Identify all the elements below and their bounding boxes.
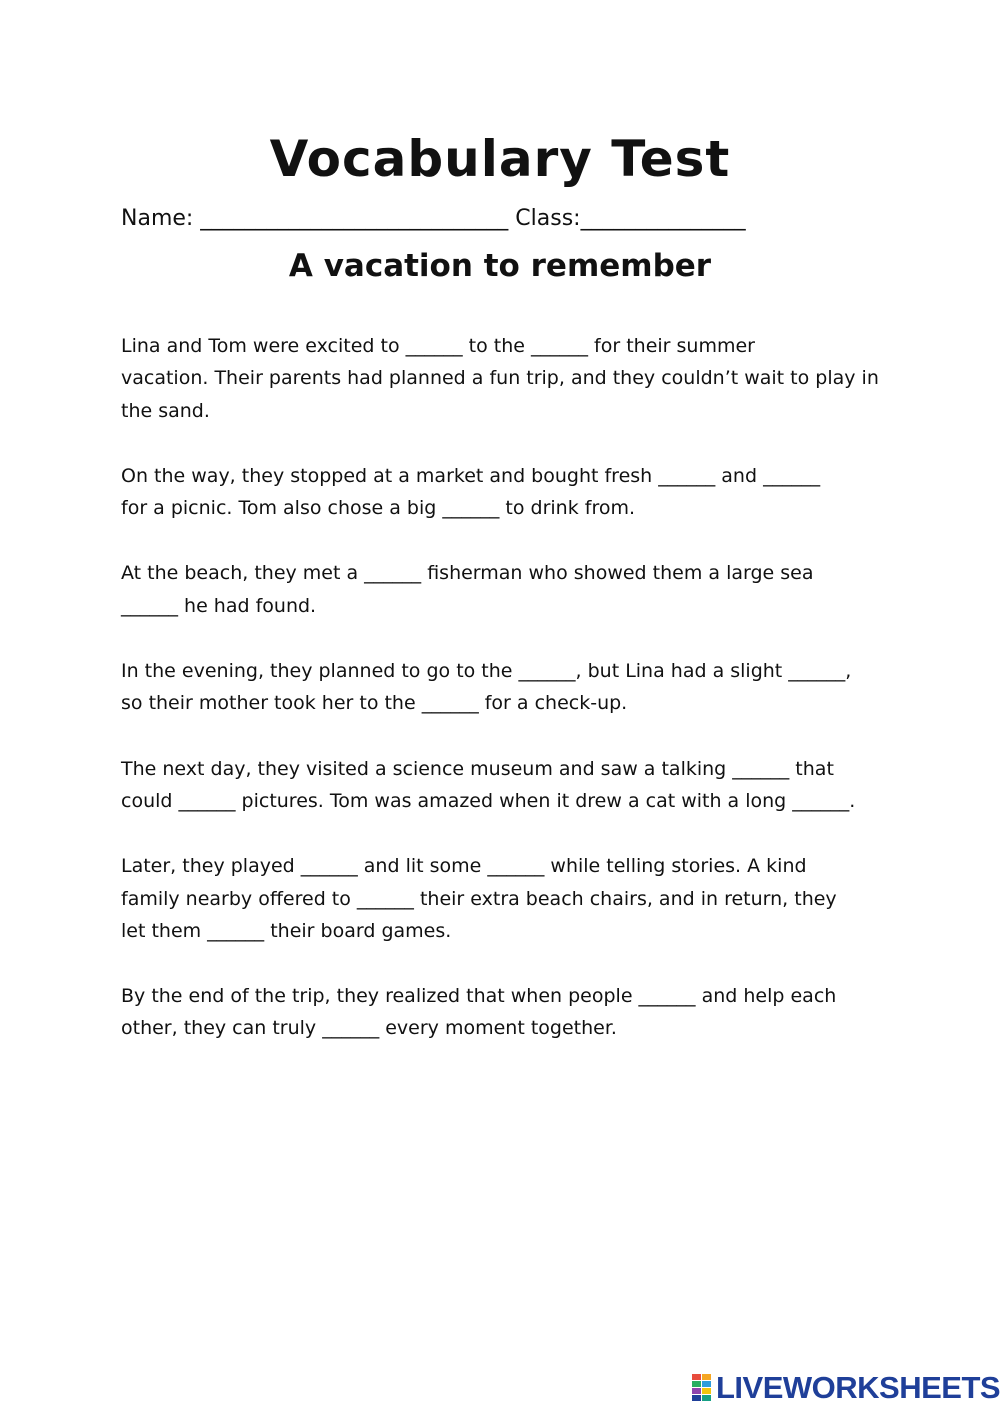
paragraph-line: family nearby offered to ______ their extra beach chairs, and in return, they: [121, 887, 837, 910]
paragraph-line: the sand.: [121, 399, 210, 422]
story-title: A vacation to remember: [288, 248, 712, 284]
paragraph-line: ______ he had found.: [121, 594, 317, 617]
logo-mark-square: [692, 1388, 701, 1394]
logo-mark-square: [702, 1395, 711, 1401]
logo-text: LIVEWORKSHEETS: [716, 1370, 1000, 1405]
paragraph-6: [121, 850, 891, 947]
story-body: [121, 330, 891, 1078]
name-class-row: [121, 203, 881, 235]
logo-mark-square: [702, 1381, 711, 1387]
worksheet-title: Vocabulary Test: [269, 130, 731, 188]
liveworksheets-logo-icon: [692, 1374, 712, 1402]
logo-mark-square: [702, 1388, 711, 1394]
logo-mark-square: [702, 1374, 711, 1380]
paragraph-line: other, they can truly ______ every moment together.: [121, 1017, 617, 1040]
paragraph-line: vacation. Their parents had planned a fun trip, and they couldn’t wait to play in: [121, 367, 879, 390]
logo-mark-square: [692, 1381, 701, 1387]
class-field[interactable]: Class:_______________: [508, 206, 746, 231]
paragraph-5: [121, 753, 891, 818]
paragraph-line: The next day, they visited a science museum and saw a talking ______ that: [121, 757, 834, 780]
paragraph-3: [121, 557, 891, 622]
paragraph-2: [121, 460, 891, 525]
paragraph-line: so their mother took her to the ______ for a check-up.: [121, 692, 628, 715]
paragraph-4: [121, 655, 891, 720]
paragraph-line: for a picnic. Tom also chose a big ______ to drink from.: [121, 497, 636, 520]
paragraph-7: [121, 980, 891, 1045]
paragraph-1: [121, 330, 891, 427]
logo-mark-square: [692, 1374, 701, 1380]
paragraph-line: let them ______ their board games.: [121, 919, 452, 942]
logo-mark-square: [692, 1395, 701, 1401]
name-field[interactable]: Name: ____________________________: [121, 206, 509, 231]
paragraph-line: Lina and Tom were excited to ______ to the ______ for their summer: [121, 335, 755, 357]
paragraph-line: could ______ pictures. Tom was amazed when it drew a cat with a long ______.: [121, 789, 856, 812]
paragraph-line: By the end of the trip, they realized that when people ______ and help each: [121, 985, 837, 1008]
paragraph-line: At the beach, they met a ______ fisherman who showed them a large sea: [121, 562, 814, 585]
paragraph-line: Later, they played ______ and lit some ______ while telling stories. A kind: [121, 855, 807, 878]
liveworksheets-logo: [692, 1371, 1000, 1405]
paragraph-line: In the evening, they planned to go to the ______, but Lina had a slight ______,: [121, 660, 852, 683]
paragraph-line: On the way, they stopped at a market and bought fresh ______ and ______: [121, 464, 821, 487]
